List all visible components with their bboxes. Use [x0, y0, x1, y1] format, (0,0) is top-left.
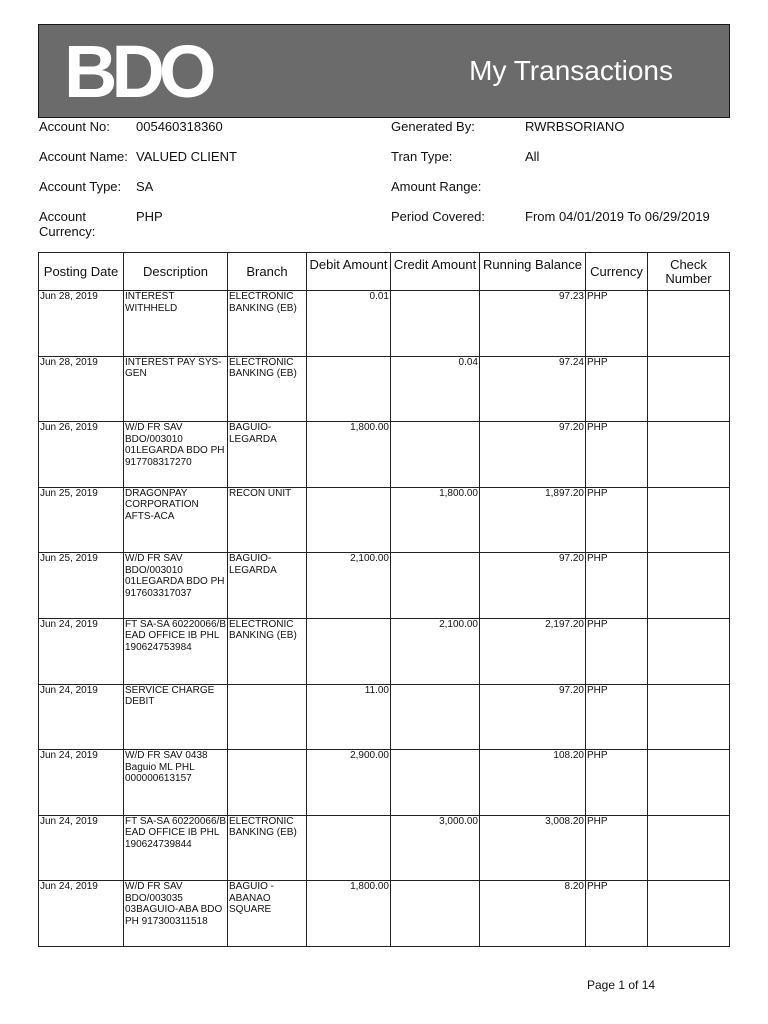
running-balance-cell: 97.20 — [480, 684, 586, 750]
account-currency-label: Account Currency: — [39, 209, 96, 239]
generated-by-label: Generated By: — [391, 119, 475, 134]
branch-cell: ELECTRONIC BANKING (EB) — [228, 356, 307, 422]
branch-cell: RECON UNIT — [228, 487, 307, 553]
table-row — [39, 487, 730, 553]
running-balance-cell: 3,008.20 — [480, 815, 586, 881]
currency-cell: PHP — [586, 356, 648, 422]
check-number-cell — [648, 553, 730, 619]
debit-amount-cell: 2,100.00 — [307, 553, 391, 619]
table-row — [39, 553, 730, 619]
debit-amount-cell — [307, 815, 391, 881]
description-cell: FT SA-SA 60220066/B EAD OFFICE IB PHL 190624753984 — [124, 618, 228, 684]
description-cell: SERVICE CHARGE DEBIT — [124, 684, 228, 750]
debit-amount-cell — [307, 356, 391, 422]
running-balance-cell: 97.23 — [480, 291, 586, 357]
running-balance-cell: 97.20 — [480, 553, 586, 619]
running-balance-cell: 97.20 — [480, 422, 586, 488]
description-cell: DRAGONPAY CORPORATION AFTS-ACA — [124, 487, 228, 553]
table-row — [39, 618, 730, 684]
debit-amount-cell: 2,900.00 — [307, 750, 391, 816]
generated-by-value: RWRBSORIANO — [525, 119, 625, 134]
check-number-cell — [648, 618, 730, 684]
check-number-cell — [648, 487, 730, 553]
page-title: My Transactions — [469, 55, 673, 86]
check-number-cell — [648, 422, 730, 488]
posting-date-cell: Jun 25, 2019 — [39, 553, 124, 619]
table-header-row — [39, 253, 730, 291]
currency-cell: PHP — [586, 422, 648, 488]
column-header-branch: Branch — [228, 253, 307, 291]
currency-cell: PHP — [586, 750, 648, 816]
account-type-value: SA — [136, 179, 154, 194]
tran-type-value: All — [525, 149, 540, 164]
table-row — [39, 422, 730, 488]
description-cell: INTEREST PAY SYS-GEN — [124, 356, 228, 422]
column-header-currency: Currency — [586, 253, 648, 291]
running-balance-cell: 1,897.20 — [480, 487, 586, 553]
posting-date-cell: Jun 26, 2019 — [39, 422, 124, 488]
posting-date-cell: Jun 28, 2019 — [39, 356, 124, 422]
debit-amount-cell: 1,800.00 — [307, 422, 391, 488]
check-number-cell — [648, 356, 730, 422]
account-currency-value: PHP — [136, 209, 163, 224]
check-number-cell — [648, 750, 730, 816]
posting-date-cell: Jun 24, 2019 — [39, 815, 124, 881]
credit-amount-cell — [391, 553, 480, 619]
report-header — [38, 24, 730, 118]
table-row — [39, 881, 730, 947]
bdo-logo: BDO — [64, 30, 211, 113]
branch-cell: ELECTRONIC BANKING (EB) — [228, 815, 307, 881]
running-balance-cell: 2,197.20 — [480, 618, 586, 684]
debit-amount-cell — [307, 487, 391, 553]
branch-cell: BAGUIO - ABANAO SQUARE — [228, 881, 307, 947]
posting-date-cell: Jun 24, 2019 — [39, 881, 124, 947]
transactions-table — [38, 252, 730, 947]
posting-date-cell: Jun 25, 2019 — [39, 487, 124, 553]
debit-amount-cell — [307, 618, 391, 684]
branch-cell: BAGUIO-LEGARDA — [228, 553, 307, 619]
description-cell: FT SA-SA 60220066/B EAD OFFICE IB PHL 190624739844 — [124, 815, 228, 881]
table-row — [39, 291, 730, 357]
posting-date-cell: Jun 24, 2019 — [39, 750, 124, 816]
account-type-label: Account Type: — [39, 179, 122, 194]
column-header-debit-amount: Debit Amount — [307, 253, 391, 291]
table-row — [39, 750, 730, 816]
credit-amount-cell: 0.04 — [391, 356, 480, 422]
currency-cell: PHP — [586, 684, 648, 750]
running-balance-cell: 108.20 — [480, 750, 586, 816]
table-row — [39, 815, 730, 881]
amount-range-label: Amount Range: — [391, 179, 482, 194]
credit-amount-cell — [391, 291, 480, 357]
currency-cell: PHP — [586, 618, 648, 684]
currency-cell: PHP — [586, 291, 648, 357]
account-no-value: 005460318360 — [136, 119, 223, 134]
credit-amount-cell: 1,800.00 — [391, 487, 480, 553]
column-header-description: Description — [124, 253, 228, 291]
branch-cell: ELECTRONIC BANKING (EB) — [228, 618, 307, 684]
credit-amount-cell: 3,000.00 — [391, 815, 480, 881]
column-header-running-balance: Running Balance — [480, 253, 586, 291]
currency-cell: PHP — [586, 815, 648, 881]
column-header-posting-date: Posting Date — [39, 253, 124, 291]
running-balance-cell: 8.20 — [480, 881, 586, 947]
posting-date-cell: Jun 28, 2019 — [39, 291, 124, 357]
credit-amount-cell — [391, 684, 480, 750]
credit-amount-cell — [391, 422, 480, 488]
running-balance-cell: 97.24 — [480, 356, 586, 422]
tran-type-label: Tran Type: — [391, 149, 453, 164]
debit-amount-cell: 0.01 — [307, 291, 391, 357]
currency-cell: PHP — [586, 487, 648, 553]
description-cell: W/D FR SAV BDO/003010 01LEGARDA BDO PH 917603317037 — [124, 553, 228, 619]
period-covered-value: From 04/01/2019 To 06/29/2019 — [525, 209, 710, 224]
debit-amount-cell: 11.00 — [307, 684, 391, 750]
check-number-cell — [648, 815, 730, 881]
table-row — [39, 356, 730, 422]
credit-amount-cell — [391, 750, 480, 816]
column-header-credit-amount: Credit Amount — [391, 253, 480, 291]
posting-date-cell: Jun 24, 2019 — [39, 618, 124, 684]
check-number-cell — [648, 881, 730, 947]
column-header-check-number: Check Number — [648, 253, 730, 291]
description-cell: INTEREST WITHHELD — [124, 291, 228, 357]
posting-date-cell: Jun 24, 2019 — [39, 684, 124, 750]
check-number-cell — [648, 291, 730, 357]
period-covered-label: Period Covered: — [391, 209, 485, 224]
currency-cell: PHP — [586, 881, 648, 947]
account-no-label: Account No: — [39, 119, 110, 134]
branch-cell — [228, 684, 307, 750]
account-name-value: VALUED CLIENT — [136, 149, 237, 164]
branch-cell: ELECTRONIC BANKING (EB) — [228, 291, 307, 357]
description-cell: W/D FR SAV BDO/003035 03BAGUIO-ABA BDO PH 917300311518 — [124, 881, 228, 947]
branch-cell: BAGUIO-LEGARDA — [228, 422, 307, 488]
credit-amount-cell — [391, 881, 480, 947]
description-cell: W/D FR SAV BDO/003010 01LEGARDA BDO PH 917708317270 — [124, 422, 228, 488]
page-number: Page 1 of 14 — [587, 978, 656, 992]
branch-cell — [228, 750, 307, 816]
currency-cell: PHP — [586, 553, 648, 619]
table-row — [39, 684, 730, 750]
description-cell: W/D FR SAV 0438 Baguio ML PHL 000000613157 — [124, 750, 228, 816]
debit-amount-cell: 1,800.00 — [307, 881, 391, 947]
account-name-label: Account Name: — [39, 149, 128, 164]
credit-amount-cell: 2,100.00 — [391, 618, 480, 684]
check-number-cell — [648, 684, 730, 750]
